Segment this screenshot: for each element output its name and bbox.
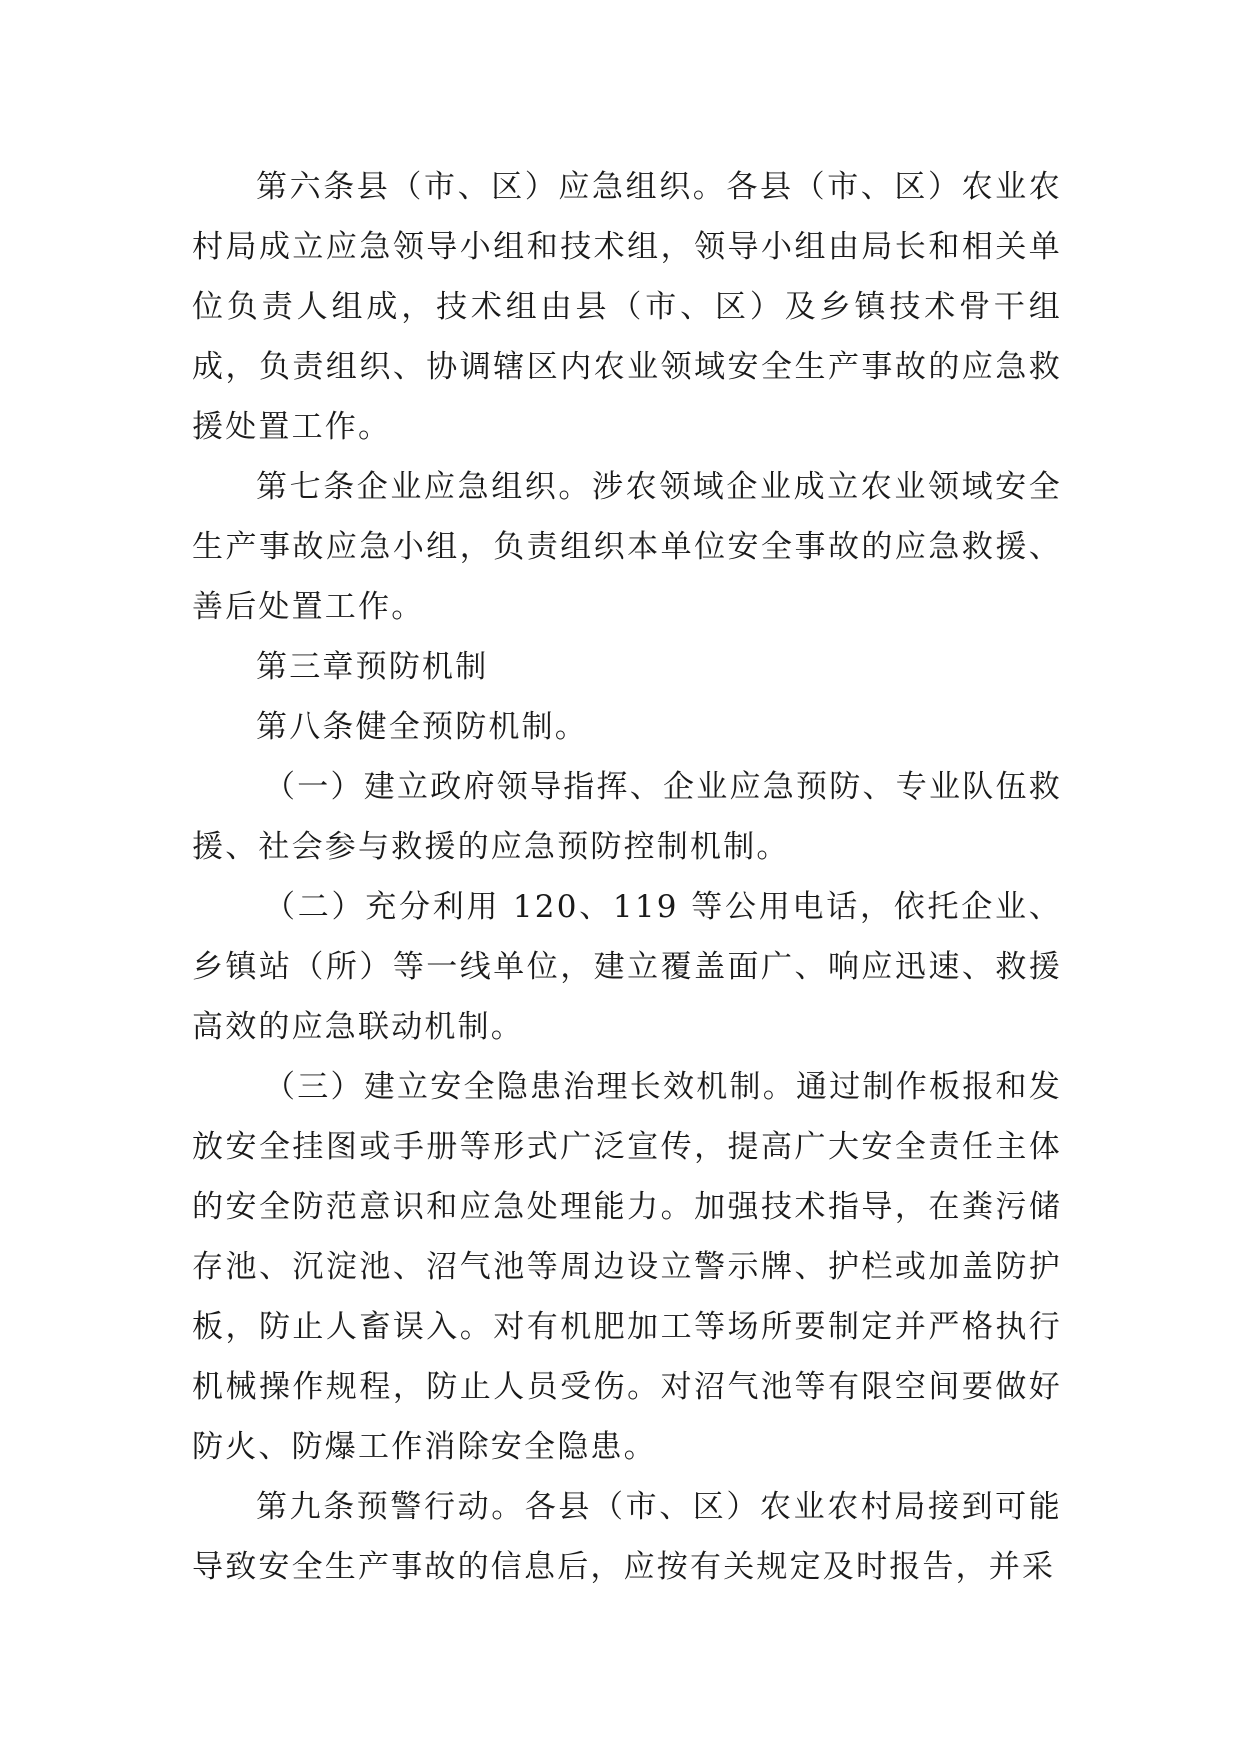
article-8-item-2: （二）充分利用 120、119 等公用电话，依托企业、乡镇站（所）等一线单位，建立覆盖面广、响应迅速、救援高效的应急联动机制。: [192, 889, 1062, 1045]
document-body: [192, 157, 1062, 1597]
article-7-paragraph: 第七条企业应急组织。涉农领域企业成立农业领域安全生产事故应急小组，负责组织本单位安全事故的应急救援、善后处置工作。: [192, 469, 1062, 625]
article-8-paragraph: 第八条健全预防机制。: [256, 709, 588, 745]
article-8-item-3: （三）建立安全隐患治理长效机制。通过制作板报和发放安全挂图或手册等形式广泛宣传，提高广大安全责任主体的安全防范意识和应急处理能力。加强技术指导，在粪污储存池、沉淀池、沼气池等周边设立警示牌、护栏或加盖防护板，防止人畜误入。对有机肥加工等场所要制定并严格执行机械操作规程，防止人员受伤。对沼气池等有限空间要做好防火、防爆工作消除安全隐患。: [192, 1069, 1062, 1465]
chapter-3-heading: 第三章预防机制: [256, 649, 489, 685]
article-8-item-1: （一）建立政府领导指挥、企业应急预防、专业队伍救援、社会参与救援的应急预防控制机制。: [192, 769, 1062, 865]
article-9-paragraph: 第九条预警行动。各县（市、区）农业农村局接到可能导致安全生产事故的信息后，应按有关规定及时报告，并采: [192, 1489, 1062, 1585]
article-6-paragraph: 第六条县（市、区）应急组织。各县（市、区）农业农村局成立应急领导小组和技术组，领导小组由局长和相关单位负责人组成，技术组由县（市、区）及乡镇技术骨干组成，负责组织、协调辖区内农业领域安全生产事故的应急救援处置工作。: [192, 169, 1062, 445]
